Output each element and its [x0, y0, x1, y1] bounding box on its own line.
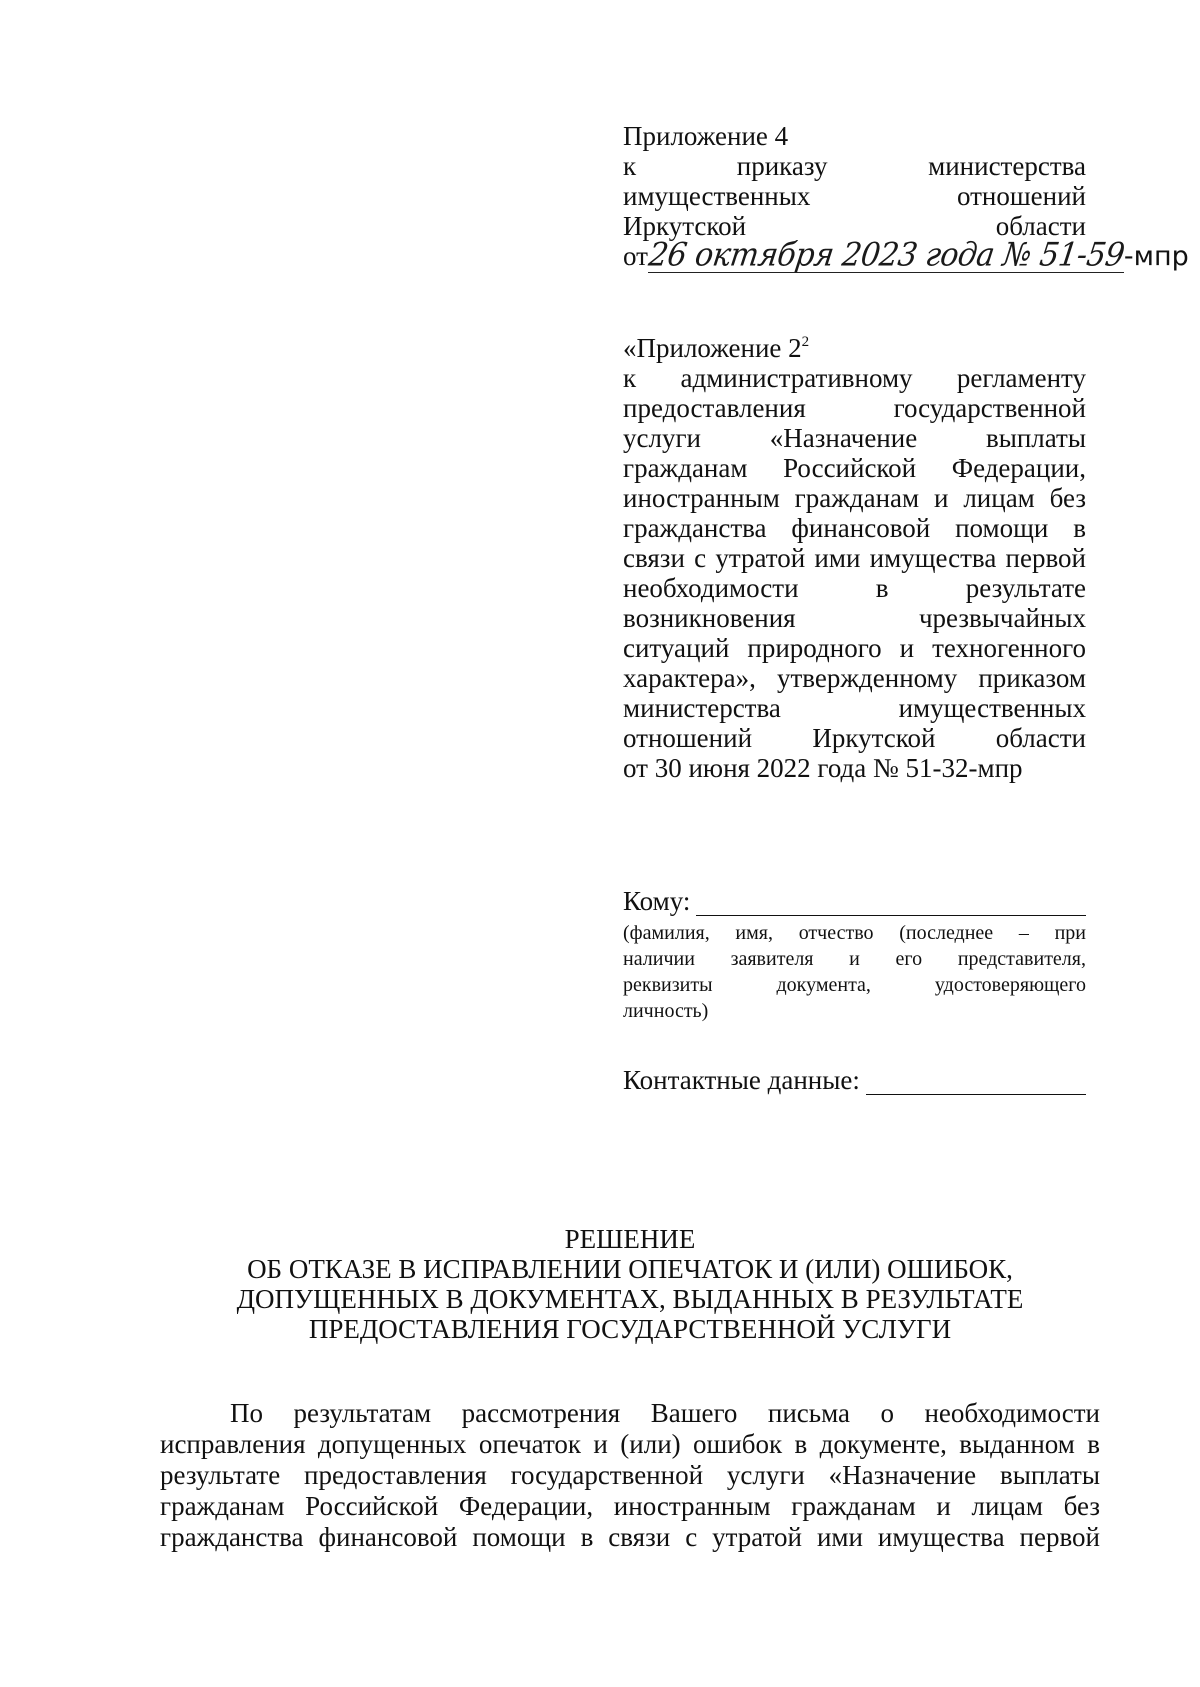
recipient-hint-line: реквизиты документа, удостоверяющего: [623, 974, 1086, 996]
appendix-2-2-line: связи с утратой ими имущества первой: [623, 543, 1086, 573]
body-line: По результатам рассмотрения Вашего письма о необходимости: [230, 1398, 1100, 1428]
recipient-hint-line: наличии заявителя и его представителя,: [623, 948, 1086, 970]
appendix-2-2-line: гражданам Российской Федерации,: [623, 453, 1086, 483]
decision-title-line: ПРЕДОСТАВЛЕНИЯ ГОСУДАРСТВЕННОЙ УСЛУГИ: [308, 1314, 952, 1344]
appendix-2-2-line: ситуаций природного и техногенного: [623, 633, 1086, 663]
appendix-2-2-title-main: «Приложение 2: [623, 333, 802, 363]
contacts-fill-line: [866, 1068, 1086, 1095]
contacts-label: Контактные данные:: [623, 1065, 860, 1095]
appendix-2-2-line: возникновения чрезвычайных: [623, 603, 1086, 633]
appendix-2-2-line: отношений Иркутской области: [623, 723, 1086, 753]
handwritten-date-text: 26 октября 2023 года № 51-59: [646, 236, 1127, 275]
decision-body: [160, 1398, 1100, 1553]
recipient-block: [623, 884, 1086, 1024]
recipient-hint-line: личность): [623, 1000, 709, 1022]
recipient-hint: [623, 920, 1086, 1024]
appendix-2-2-line: необходимости в результате: [623, 573, 1086, 603]
date-suffix: -мпр: [1123, 241, 1189, 272]
recipient-line: [623, 884, 1086, 916]
appendix-4-title: Приложение 4: [623, 121, 789, 151]
appendix-2-2-line: характера», утвержденному приказом: [623, 663, 1086, 693]
appendix-4-header: [623, 121, 1189, 275]
decision-title-line: ДОПУЩЕННЫХ В ДОКУМЕНТАХ, ВЫДАННЫХ В РЕЗУЛЬТАТЕ: [236, 1284, 1024, 1314]
appendix-2-2-last-line: от 30 июня 2022 года № 51-32-мпр: [623, 753, 1023, 783]
body-line: исправления допущенных опечаток и (или) ошибок в документе, выданном в: [160, 1429, 1100, 1459]
contacts-block: [623, 1063, 1086, 1095]
appendix-2-2-lines: [623, 363, 1086, 753]
body-line: гражданства финансовой помощи в связи с утратой ими имущества первой: [160, 1522, 1100, 1552]
date-prefix: от: [623, 241, 648, 271]
contacts-line: [623, 1063, 1086, 1095]
decision-title-line: РЕШЕНИЕ: [564, 1224, 696, 1254]
appendix-2-2-line: к административному регламенту: [623, 363, 1086, 393]
appendix-2-2-title-sup: 2: [801, 334, 810, 350]
appendix-2-2-line: услуги «Назначение выплаты: [623, 423, 1086, 453]
order-date-line: [623, 236, 1189, 275]
body-line: результате предоставления государственной услуги «Назначение выплаты: [160, 1460, 1100, 1490]
decision-title: [150, 1224, 1110, 1344]
appendix-2-2-header: [623, 333, 1086, 783]
appendix-2-2-title: [623, 333, 1086, 363]
body-line: гражданам Российской Федерации, иностранным гражданам и лицам без: [160, 1491, 1100, 1521]
appendix-2-2-line: министерства имущественных: [623, 693, 1086, 723]
recipient-label: Кому:: [623, 886, 691, 916]
handwritten-date: [646, 236, 1127, 275]
appendix-2-2-line: иностранным гражданам и лицам без: [623, 483, 1086, 513]
appendix-2-2-line: гражданства финансовой помощи в: [623, 513, 1086, 543]
recipient-fill-line: [696, 889, 1086, 916]
recipient-hint-line: (фамилия, имя, отчество (последнее – при: [623, 922, 1086, 944]
appendix-2-2-line: предоставления государственной: [623, 393, 1086, 423]
appendix-4-line: имущественных отношений: [623, 181, 1086, 211]
appendix-4-line: к приказу министерства: [623, 151, 1086, 181]
decision-title-line: ОБ ОТКАЗЕ В ИСПРАВЛЕНИИ ОПЕЧАТОК И (ИЛИ) ОШИБОК,: [247, 1254, 1013, 1284]
appendix-4-line: Иркутской области: [623, 211, 1086, 241]
